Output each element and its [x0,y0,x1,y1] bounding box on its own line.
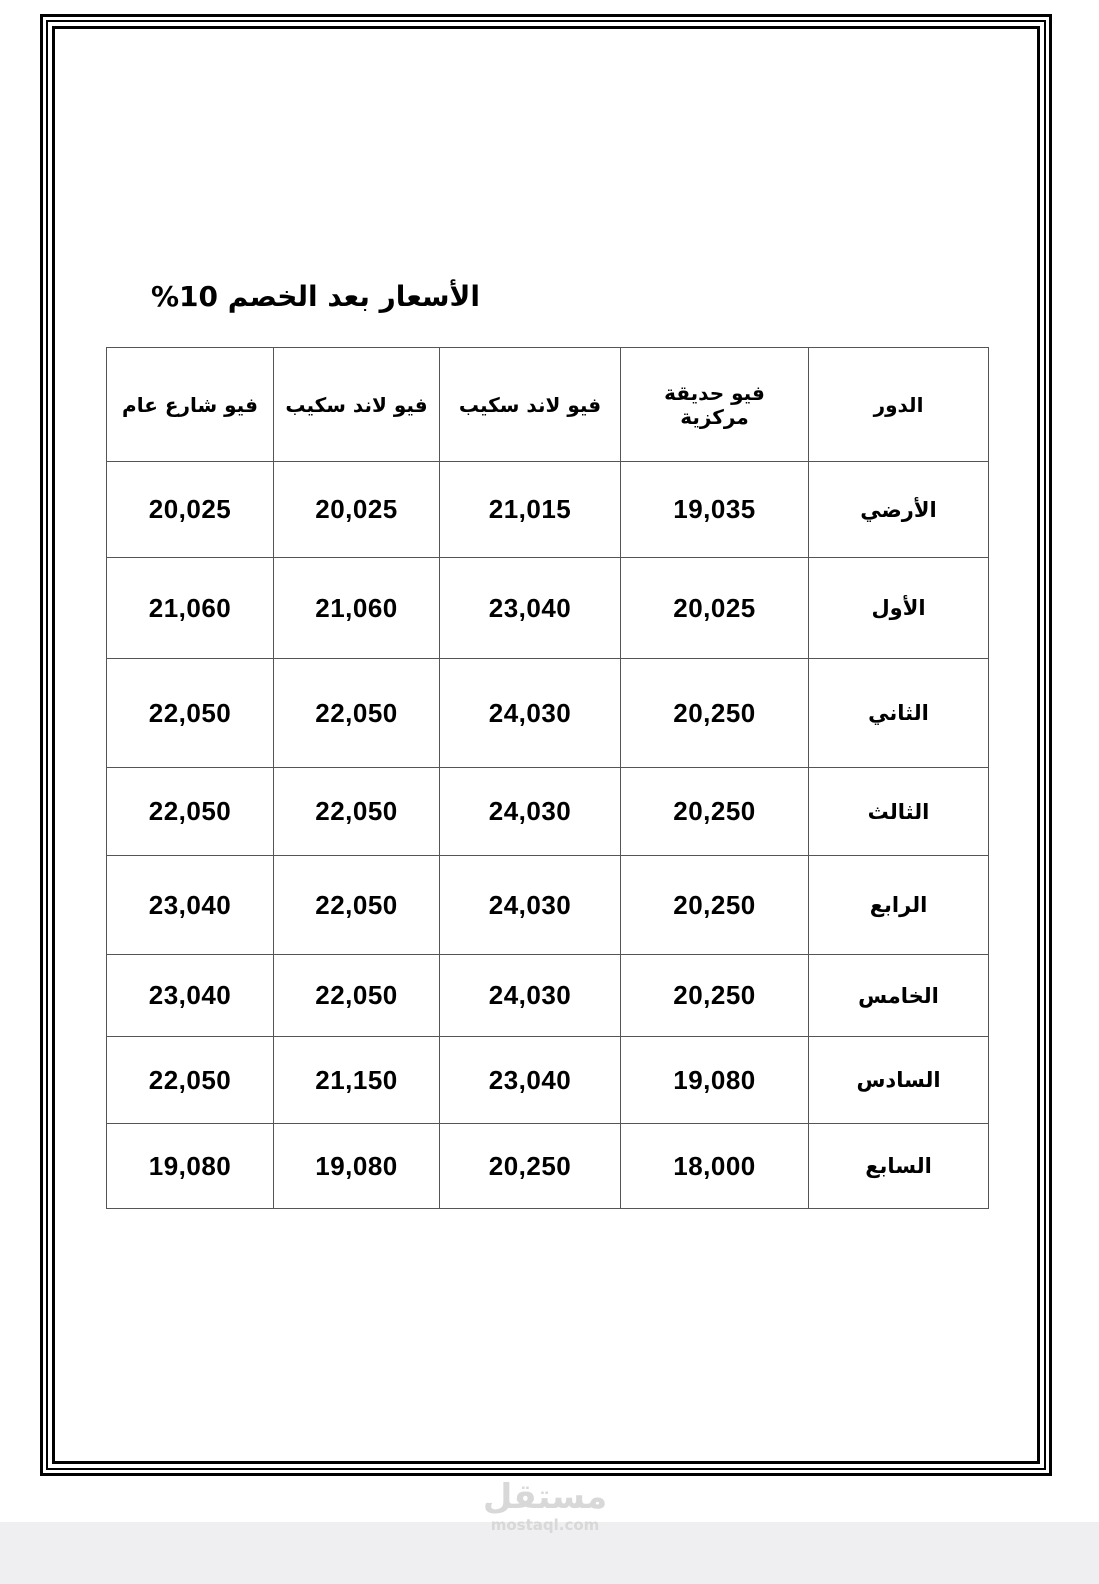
table-row [107,955,989,1037]
prices-table [106,347,989,1209]
price-cell: 20,025 [107,462,274,558]
price-cell: 23,040 [440,558,621,659]
price-cell: 21,060 [274,558,440,659]
price-cell: 19,080 [621,1037,809,1124]
floor-cell: السابع [809,1124,989,1209]
table-row [107,659,989,768]
header-landscape-view-2: فيو لاند سكيب [274,348,440,462]
price-cell: 22,050 [274,768,440,856]
table-row [107,856,989,955]
price-cell: 20,250 [621,659,809,768]
floor-cell: الأرضي [809,462,989,558]
price-cell: 24,030 [440,856,621,955]
price-cell: 23,040 [440,1037,621,1124]
price-cell: 18,000 [621,1124,809,1209]
price-cell: 19,080 [107,1124,274,1209]
table-row [107,558,989,659]
floor-cell: الثاني [809,659,989,768]
price-cell: 23,040 [107,856,274,955]
price-cell: 24,030 [440,955,621,1037]
price-cell: 21,060 [107,558,274,659]
table-row [107,462,989,558]
price-cell: 20,250 [621,768,809,856]
price-cell: 20,250 [621,856,809,955]
floor-cell: الأول [809,558,989,659]
header-central-garden-view: فيو حديقة مركزية [621,348,809,462]
floor-cell: الرابع [809,856,989,955]
floor-cell: الخامس [809,955,989,1037]
price-cell: 20,025 [274,462,440,558]
document-title: الأسعار بعد الخصم 10% [150,280,480,313]
mostaql-watermark [460,1478,630,1534]
price-cell: 24,030 [440,768,621,856]
price-cell: 22,050 [274,955,440,1037]
price-cell: 21,015 [440,462,621,558]
price-cell: 22,050 [274,856,440,955]
header-floor: الدور [809,348,989,462]
price-cell: 24,030 [440,659,621,768]
price-cell: 22,050 [274,659,440,768]
table-row [107,1037,989,1124]
price-cell: 22,050 [107,659,274,768]
price-cell: 19,080 [274,1124,440,1209]
price-cell: 22,050 [107,768,274,856]
price-cell: 21,150 [274,1037,440,1124]
header-street-view: فيو شارع عام [107,348,274,462]
price-cell: 22,050 [107,1037,274,1124]
floor-cell: السادس [809,1037,989,1124]
table-row [107,768,989,856]
price-cell: 20,025 [621,558,809,659]
watermark-url: mostaql.com [490,1516,600,1534]
floor-cell: الثالث [809,768,989,856]
price-cell: 23,040 [107,955,274,1037]
price-cell: 20,250 [440,1124,621,1209]
price-cell: 20,250 [621,955,809,1037]
price-cell: 19,035 [621,462,809,558]
watermark-logo: مستقل [482,1477,608,1517]
table-row [107,1124,989,1209]
header-landscape-view: فيو لاند سكيب [440,348,621,462]
table-header-row [107,348,989,462]
